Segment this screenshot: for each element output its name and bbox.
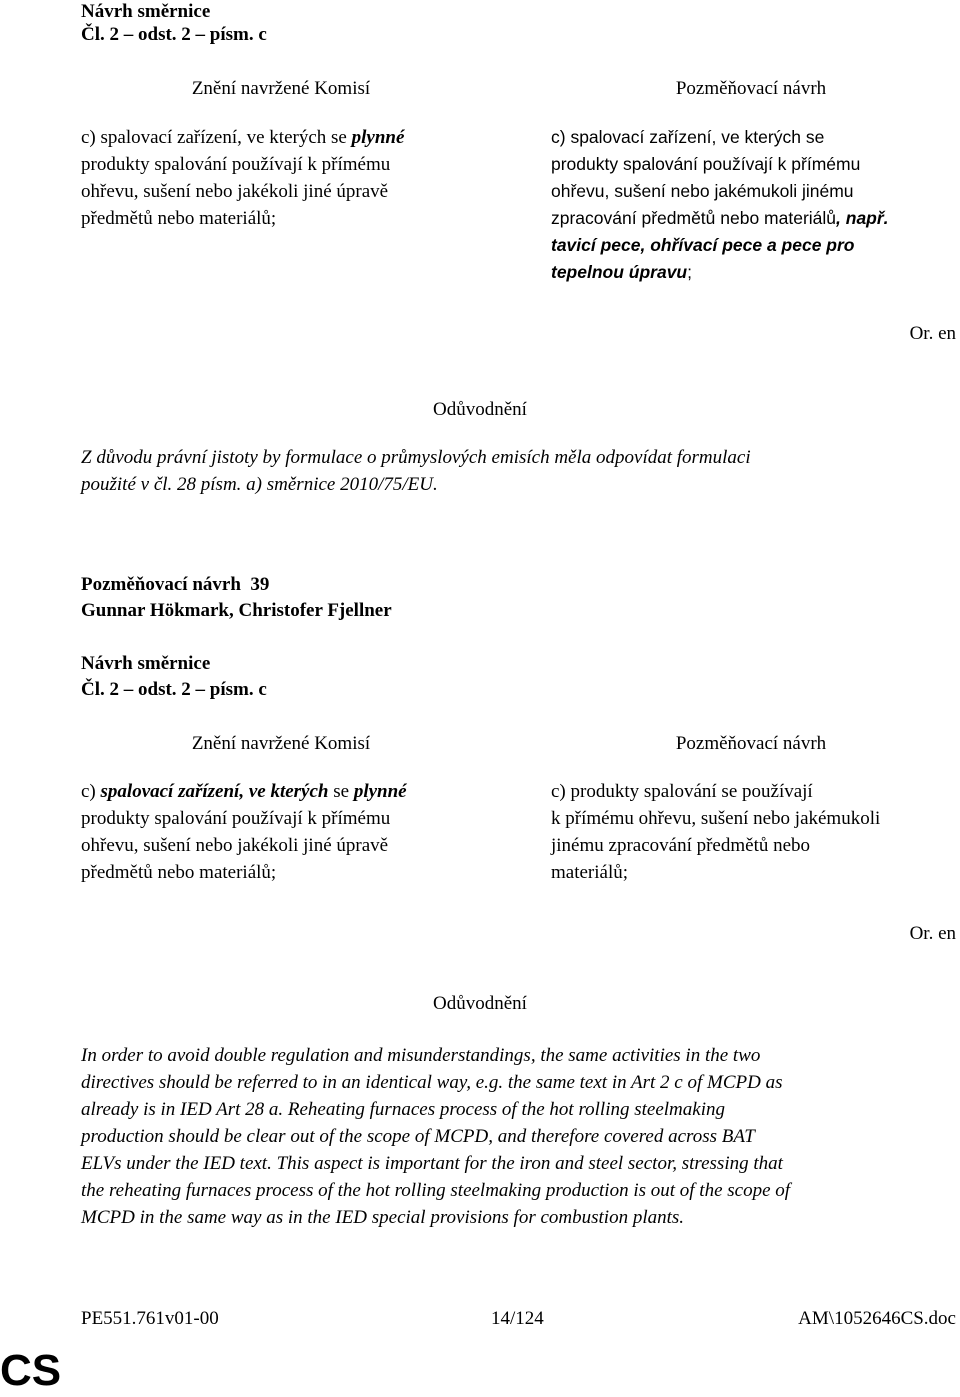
article-reference: Čl. 2 – odst. 2 – písm. c	[81, 24, 267, 45]
text-run: ohřevu, sušení nebo jakékoli jiné úpravě	[81, 835, 389, 856]
text-line	[551, 151, 951, 178]
text-line	[81, 859, 481, 886]
text-line	[551, 859, 951, 886]
origin-language: Or. en	[909, 323, 956, 344]
right-column-text	[551, 124, 951, 286]
emphasized-text: spalovací zařízení, ve kterých	[100, 781, 329, 802]
right-column-header: Pozměňovací návrh	[675, 733, 827, 754]
text-run: ohřevu, sušení nebo jakékoli jiné úpravě	[81, 181, 389, 202]
justification-line: already is in IED Art 28 a. Reheating furnaces process of the hot rolling steelmaking	[81, 1099, 725, 1120]
text-run: produkty spalování používají k přímému	[81, 808, 391, 829]
text-line	[551, 259, 951, 286]
left-column-header: Znění navržené Komisí	[191, 78, 371, 99]
text-line	[551, 232, 951, 259]
emphasized-text: tavicí pece, ohřívací pece a pece pro	[551, 235, 855, 255]
text-run: jinému zpracování předmětů nebo	[551, 835, 811, 856]
amendment-label: Pozměňovací návrh	[81, 574, 241, 595]
text-line	[551, 205, 951, 232]
text-run: ;	[687, 262, 692, 282]
proposal-heading: Návrh směrnice	[81, 1, 211, 22]
justification-line: In order to avoid double regulation and misunderstandings, the same activities in the two	[81, 1045, 761, 1066]
page-number: 14/124	[491, 1308, 544, 1329]
amendment-title	[81, 571, 269, 598]
text-line	[551, 178, 951, 205]
justification-line: použité v čl. 28 písm. a) směrnice 2010/75/EU.	[81, 474, 438, 495]
text-run: předmětů nebo materiálů;	[81, 862, 277, 883]
justification-text	[81, 444, 951, 498]
justification-title: Odůvodnění	[433, 399, 527, 420]
article-reference: Čl. 2 – odst. 2 – písm. c	[81, 679, 267, 700]
right-column-text	[551, 778, 951, 886]
text-line	[81, 151, 481, 178]
amendment-number: 39	[250, 574, 270, 595]
text-line	[81, 778, 481, 805]
text-line	[81, 205, 481, 232]
text-line	[551, 805, 951, 832]
right-column-header: Pozměňovací návrh	[675, 78, 827, 99]
text-run: c) spalovací zařízení, ve kterých se	[81, 127, 352, 148]
origin-language: Or. en	[909, 923, 956, 944]
text-run: c)	[81, 781, 101, 802]
language-code: CS	[0, 1346, 62, 1395]
left-column-text	[81, 124, 481, 232]
justification-line: MCPD in the same way as in the IED special provisions for combustion plants.	[81, 1207, 685, 1228]
justification-line: directives should be referred to in an identical way, e.g. the same text in Art 2 c of MCPD as	[81, 1072, 783, 1093]
emphasized-text: tepelnou úpravu	[551, 262, 688, 282]
text-run: produkty spalování používají k přímému	[551, 154, 861, 174]
justification-line: Z důvodu právní jistoty by formulace o průmyslových emisích měla odpovídat formulaci	[81, 447, 751, 468]
text-run: ohřevu, sušení nebo jakémukoli jinému	[551, 181, 854, 201]
text-run: c) produkty spalování se používají	[551, 781, 813, 802]
text-run: se	[328, 781, 354, 802]
text-run: produkty spalování používají k přímému	[81, 154, 391, 175]
text-line	[551, 778, 951, 805]
text-run: zpracování předmětů nebo materiálů	[551, 208, 837, 228]
document-reference: PE551.761v01-00	[81, 1308, 219, 1329]
text-line	[81, 124, 481, 151]
proposal-heading: Návrh směrnice	[81, 653, 211, 674]
justification-line: production should be clear out of the scope of MCPD, and therefore covered across BAT	[81, 1126, 755, 1147]
left-column-text	[81, 778, 481, 886]
emphasized-text: , např.	[836, 208, 889, 228]
amendment-authors: Gunnar Hökmark, Christofer Fjellner	[81, 600, 392, 621]
text-run: c) spalovací zařízení, ve kterých se	[551, 127, 825, 147]
text-run: materiálů;	[551, 862, 629, 883]
text-line	[551, 832, 951, 859]
text-line	[551, 124, 951, 151]
justification-line: ELVs under the IED text. This aspect is important for the iron and steel sector, stressing that	[81, 1153, 783, 1174]
text-run: předmětů nebo materiálů;	[81, 208, 277, 229]
justification-text	[81, 1042, 951, 1231]
justification-line: the reheating furnaces process of the hot rolling steelmaking production is out of the scope of	[81, 1180, 791, 1201]
text-run: k přímému ohřevu, sušení nebo jakémukoli	[551, 808, 881, 829]
text-line	[81, 832, 481, 859]
text-line	[81, 805, 481, 832]
document-file: AM\1052646CS.doc	[798, 1308, 956, 1329]
emphasized-text: plynné	[351, 127, 405, 148]
justification-title: Odůvodnění	[433, 993, 527, 1014]
left-column-header: Znění navržené Komisí	[191, 733, 371, 754]
emphasized-text: plynné	[353, 781, 407, 802]
text-line	[81, 178, 481, 205]
